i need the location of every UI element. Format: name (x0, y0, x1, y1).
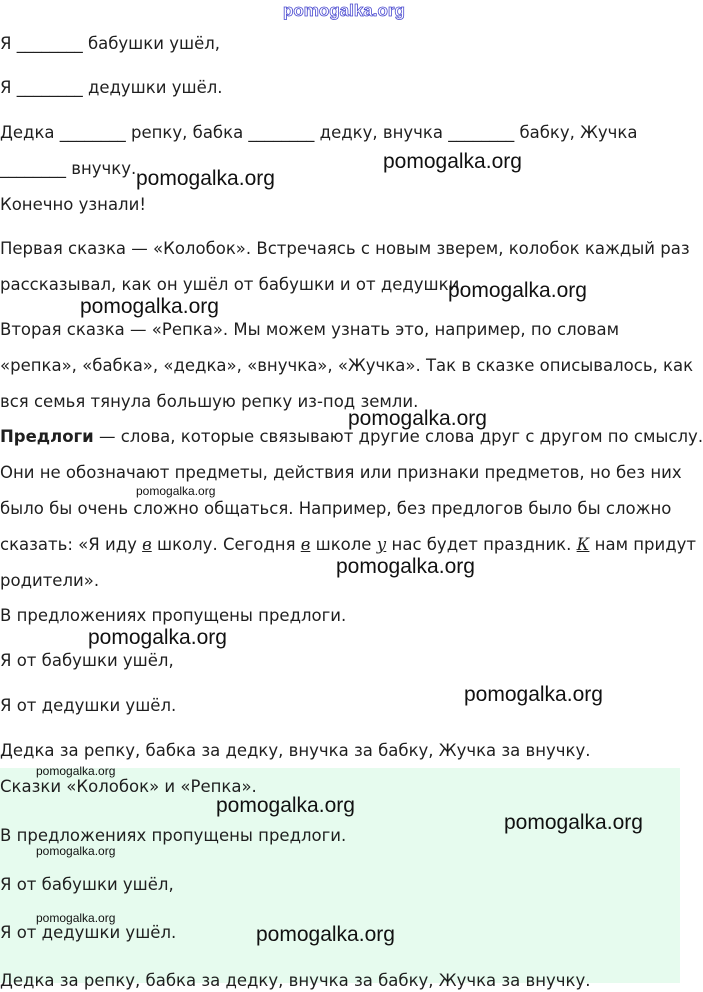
paragraph-line: Дедка за репку, бабка за дедку, внучка за бабку, Жучка за внучку. (0, 741, 591, 760)
paragraph-line: Я от бабушки ушёл, (0, 651, 174, 670)
preposition-highlight: в (300, 535, 311, 554)
watermark: pomogalka.org (136, 484, 216, 498)
watermark: pomogalka.org (88, 626, 227, 649)
watermark: pomogalka.org (36, 911, 116, 925)
site-logo-watermark: pomogalka.org (283, 1, 405, 20)
watermark: pomogalka.org (504, 811, 643, 834)
paragraph-line: Вторая сказка — «Репка». Мы можем узнать это, например, по словам (0, 320, 620, 339)
watermark: pomogalka.org (36, 844, 116, 858)
watermark: pomogalka.org (36, 764, 116, 778)
preposition-highlight: К (576, 535, 590, 554)
exercise-line-2: Я ________ дедушки ушёл. (0, 78, 223, 97)
watermark: pomogalka.org (136, 167, 275, 190)
watermark: pomogalka.org (256, 923, 395, 946)
answer-line: Дедка за репку, бабка за дедку, внучка за бабку, Жучка за внучку. (0, 971, 591, 990)
paragraph-line: вся семья тянула большую репку из-под земли. (0, 392, 419, 411)
paragraph-line: было бы очень сложно общаться. Например, без предлогов было бы сложно (0, 499, 672, 518)
preposition-highlight: у (376, 535, 387, 554)
exercise-line-3: Дедка ________ репку, бабка ________ дедку, внучка ________ бабку, Жучка (0, 123, 638, 142)
answer-line: Сказки «Колобок» и «Репка». (0, 777, 257, 796)
paragraph-line: Первая сказка — «Колобок». Встречаясь с новым зверем, колобок каждый раз (0, 239, 690, 258)
answer-line: В предложениях пропущены предлоги. (0, 826, 347, 845)
answer-line: Я от дедушки ушёл. (0, 923, 177, 942)
answer-intro: Конечно узнали! (0, 195, 146, 214)
exercise-line-1: Я ________ бабушки ушёл, (0, 34, 221, 53)
watermark: pomogalka.org (464, 683, 603, 706)
paragraph-line: родители». (0, 571, 100, 590)
exercise-line-4: ________ внучку. (0, 159, 137, 178)
paragraph-line: рассказывал, как он ушёл от бабушки и от дедушки. (0, 275, 465, 294)
paragraph-line: В предложениях пропущены предлоги. (0, 606, 347, 625)
watermark: pomogalka.org (383, 150, 522, 173)
watermark: pomogalka.org (336, 555, 475, 578)
paragraph-line: Я от дедушки ушёл. (0, 696, 177, 715)
watermark: pomogalka.org (80, 295, 219, 318)
watermark: pomogalka.org (216, 794, 355, 817)
preposition-highlight: в (142, 535, 152, 554)
answer-line: Я от бабушки ушёл, (0, 875, 174, 894)
definition-line: Предлоги — слова, которые связывают другие слова друг с другом по смыслу. (0, 427, 703, 446)
watermark: pomogalka.org (448, 279, 587, 302)
paragraph-line: «репка», «бабка», «дедка», «внучка», «Жучка». Так в сказке описывалось, как (0, 356, 694, 375)
example-line: сказать: «Я иду в школу. Сегодня в школе у нас будет праздник. К нам придут (0, 535, 697, 554)
term-bold: Предлоги (0, 427, 94, 446)
paragraph-line: Они не обозначают предметы, действия или признаки предметов, но без них (0, 463, 682, 482)
watermark: pomogalka.org (348, 407, 487, 430)
